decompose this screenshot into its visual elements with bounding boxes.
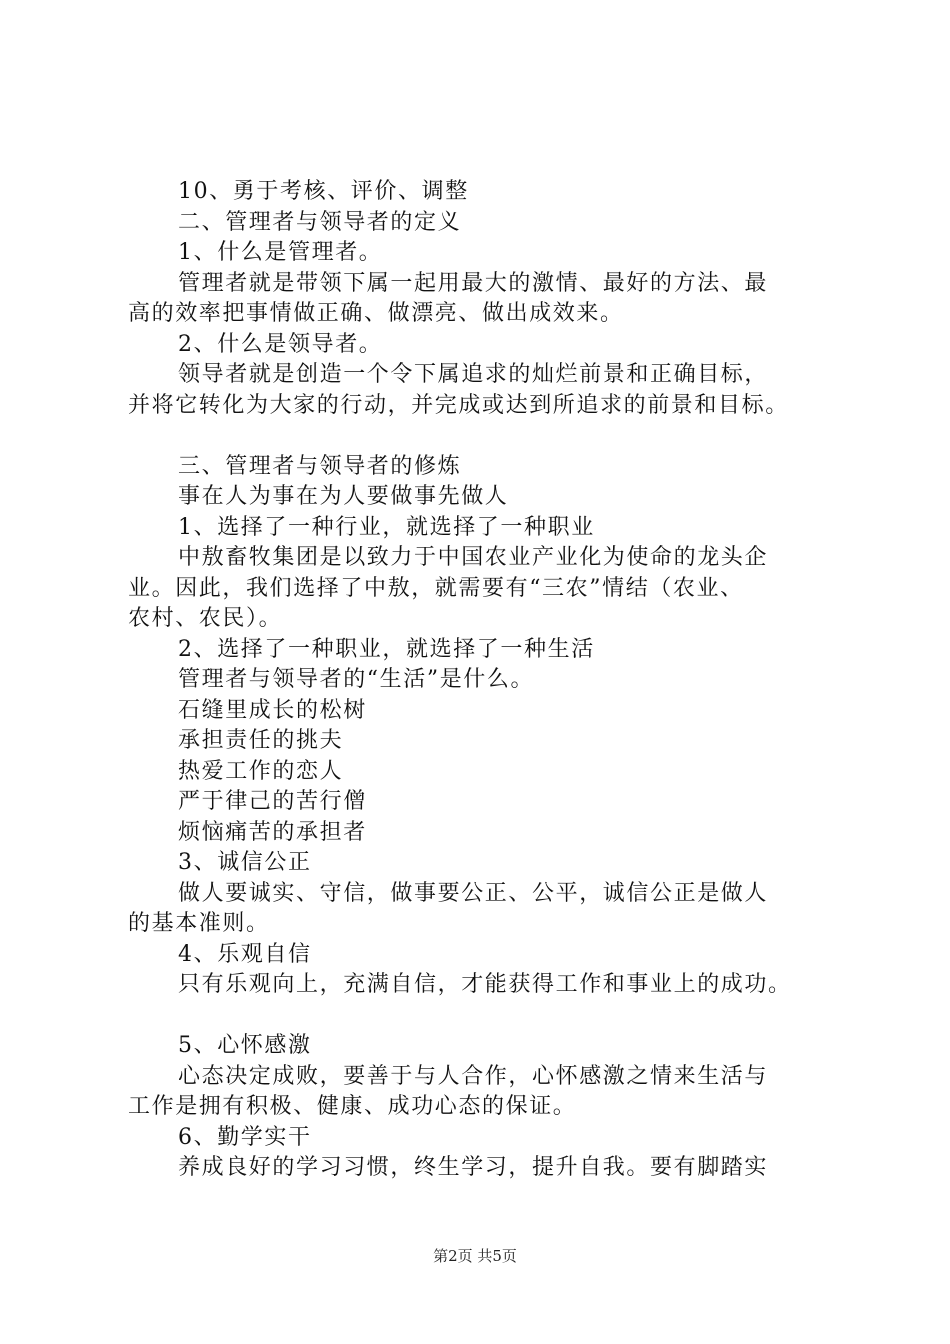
text-line: 只有乐观向上，充满自信，才能获得工作和事业上的成功。 [178,972,792,997]
text-line: 工作是拥有积极、健康、成功心态的保证。 [128,1094,577,1119]
text-line: 事在人为事在为人要做事先做人 [178,484,509,509]
text-line: 1、什么是管理者。 [178,240,383,265]
text-line: 三、管理者与领导者的修炼 [178,453,462,479]
text-line: 领导者就是创造一个令下属追求的灿烂前景和正确目标， [178,362,769,387]
text-line: 并将它转化为大家的行动，并完成或达到所追求的前景和目标。 [128,392,789,418]
text-line: 中敖畜牧集团是以致力于中国农业产业化为使命的龙头企 [178,545,769,570]
document-body [128,177,848,1184]
text-line: 1、选择了一种行业，就选择了一种职业 [178,514,595,540]
text-line: 4、乐观自信 [178,941,312,967]
text-line: 的基本准则。 [128,911,270,936]
text-line: 做人要诚实、守信，做事要公正、公平，诚信公正是做人 [178,880,769,906]
text-line: 2、选择了一种职业，就选择了一种生活 [178,636,595,662]
blank-line [128,421,848,452]
page-footer: 第2页 共5页 [433,1247,517,1265]
text-line: 业。因此，我们选择了中敖，就需要有“三农”情结（农业、 [128,575,744,601]
text-line: 心态决定成败，要善于与人合作，心怀感激之情来生活与 [178,1063,769,1089]
text-line: 烦恼痛苦的承担者 [178,819,367,845]
text-line: 养成良好的学习习惯，终生学习，提升自我。要有脚踏实 [178,1155,769,1180]
text-line: 农村、农民）。 [128,606,283,631]
text-line: 2、什么是领导者。 [178,331,383,357]
text-line: 高的效率把事情做正确、做漂亮、做出成效来。 [128,301,624,326]
blank-line [128,1001,848,1032]
text-line: 6、勤学实干 [178,1124,312,1150]
text-line: 承担责任的挑夫 [178,728,344,753]
text-line: 严于律己的苦行僧 [178,789,367,814]
text-line: 管理者与领导者的“生活”是什么。 [178,667,535,692]
text-line: 石缝里成长的松树 [178,697,367,723]
text-line: 二、管理者与领导者的定义 [178,209,462,235]
text-line: 5、心怀感激 [178,1033,312,1058]
text-line: 管理者就是带领下属一起用最大的激情、最好的方法、最 [178,270,769,296]
text-line: 热爱工作的恋人 [178,758,344,784]
text-line: 10、勇于考核、评价、调整 [178,179,469,204]
text-line: 3、诚信公正 [178,850,312,875]
